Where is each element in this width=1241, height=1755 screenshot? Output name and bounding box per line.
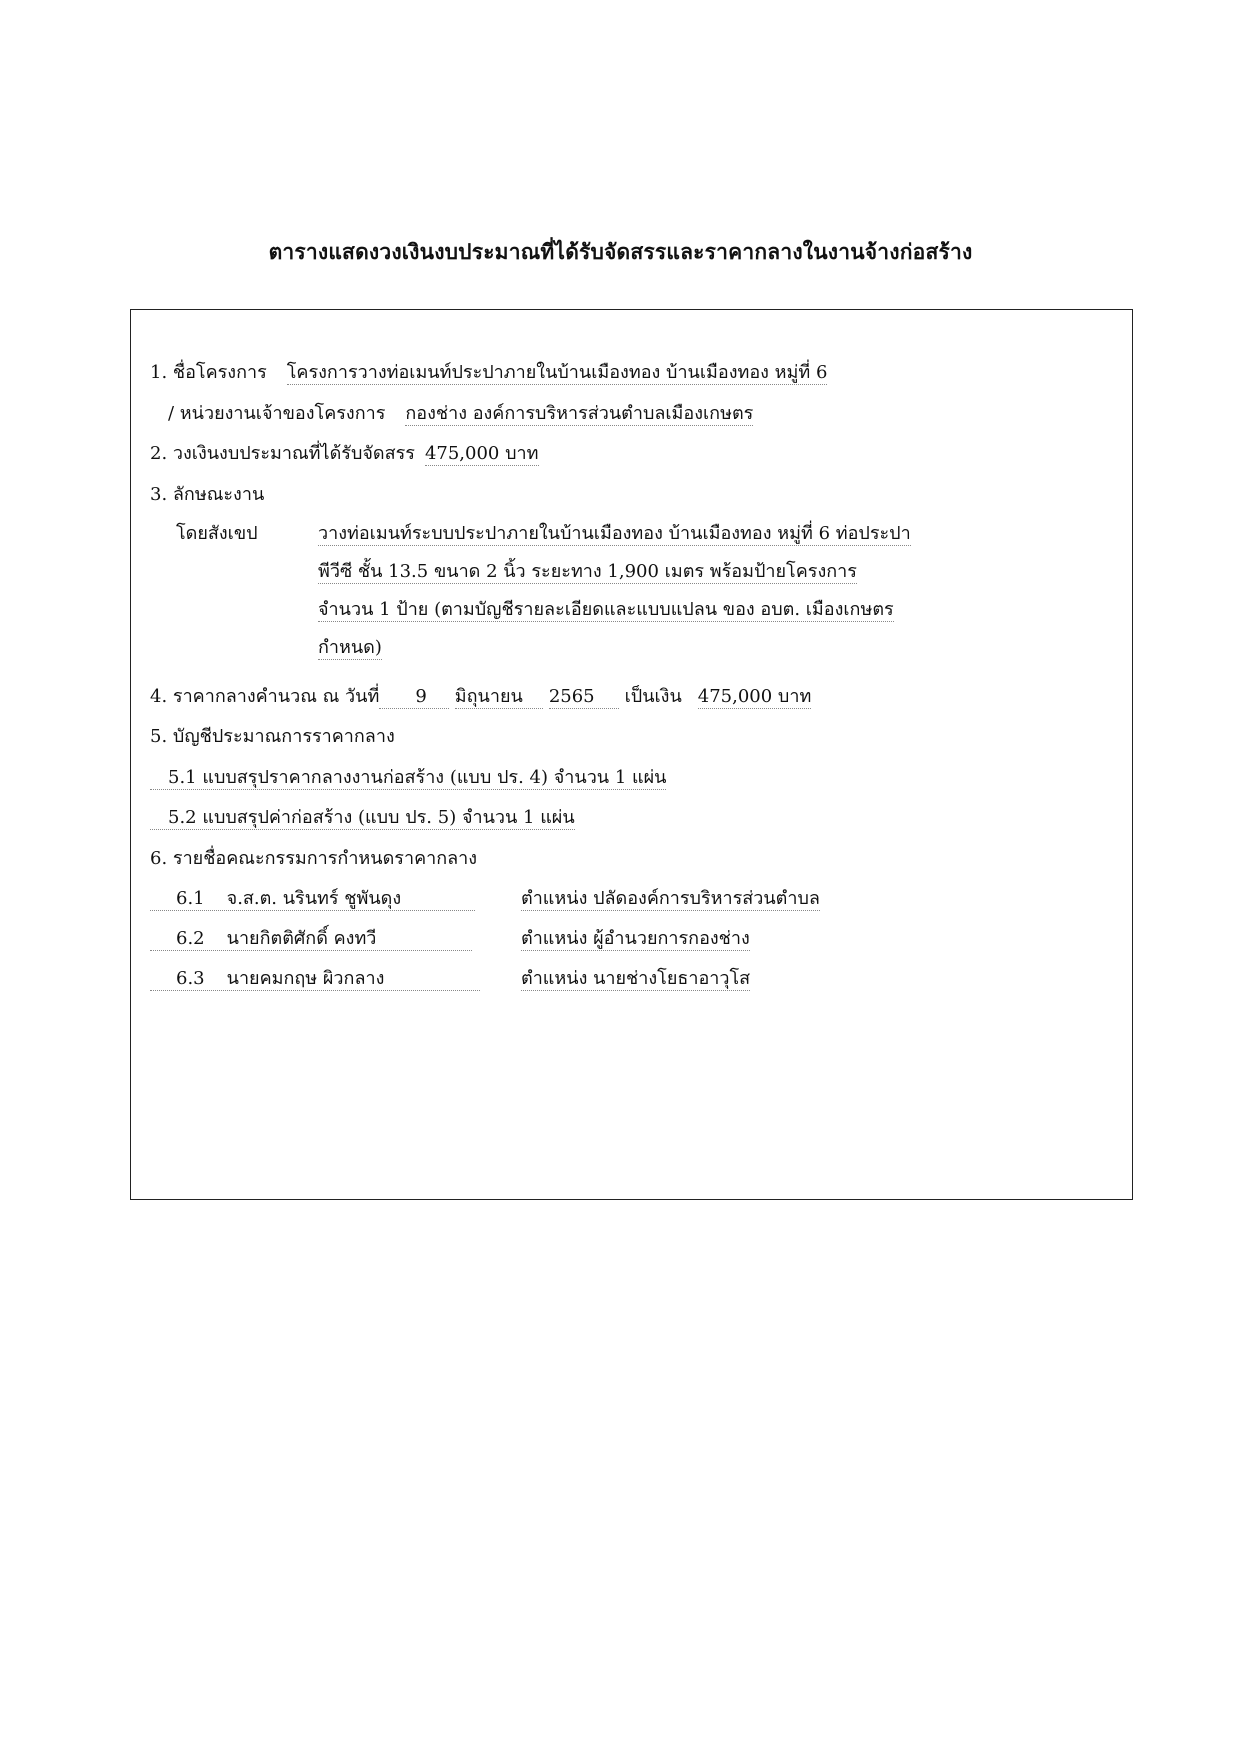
item4-label: 4. ราคากลางคำนวณ ณ วันที่ [150, 686, 380, 707]
committee-row [150, 967, 480, 991]
price-day: 9 [415, 686, 427, 707]
item4-row [150, 685, 811, 709]
member-position: ตำแหน่ง นายช่างโยธาอาวุโส [521, 968, 751, 989]
member-no: 6.3 [176, 968, 205, 989]
committee-row [150, 927, 472, 951]
project-name: โครงการวางท่อเมนท์ประปาภายในบ้านเมืองทอง บ้านเมืองทอง หมู่ที่ 6 [286, 362, 828, 383]
summary-line-4: กำหนด) [318, 637, 382, 658]
item2-row [150, 442, 539, 466]
committee-row [150, 887, 475, 911]
summary-line-1: วางท่อเมนท์ระบบประปาภายในบ้านเมืองทอง บ้านเมืองทอง หมู่ที่ 6 ท่อประปา [318, 523, 911, 544]
agency-label: / หน่วยงานเจ้าของโครงการ [168, 403, 386, 424]
price-month: มิถุนายน [454, 686, 523, 707]
item6-label: 6. รายชื่อคณะกรรมการกำหนดราคากลาง [150, 848, 478, 869]
summary-line-3: จำนวน 1 ป้าย (ตามบัญชีรายละเอียดและแบบแปลน ของ อบต. เมืองเกษตร [318, 599, 894, 620]
item3-label: 3. ลักษณะงาน [150, 484, 265, 505]
price-year: 2565 [548, 686, 595, 707]
member-name: นายคมกฤษ ผิวกลาง [226, 968, 385, 989]
item1-row [150, 361, 827, 385]
summary-line-2: พีวีซี ชั้น 13.5 ขนาด 2 นิ้ว ระยะทาง 1,900 เมตร พร้อมป้ายโครงการ [318, 561, 857, 582]
page-title: ตารางแสดงวงเงินงบประมาณที่ได้รับจัดสรรและราคากลางในงานจ้างก่อสร้าง [268, 239, 973, 264]
item1-label: 1. ชื่อโครงการ [150, 362, 267, 383]
member-position: ตำแหน่ง ผู้อำนวยการกองช่าง [521, 928, 750, 949]
member-name: จ.ส.ต. นรินทร์ ชูพันดุง [226, 888, 402, 909]
agency-row [168, 402, 753, 426]
member-position: ตำแหน่ง ปลัดองค์การบริหารส่วนตำบล [521, 888, 820, 909]
amount-label: เป็นเงิน [624, 686, 682, 707]
budget-value: 475,000 บาท [424, 443, 539, 464]
member-no: 6.2 [176, 928, 205, 949]
summary-label: โดยสังเขป [176, 523, 258, 544]
member-name: นายกิตติศักดิ์ คงทวี [226, 928, 377, 949]
item5-label: 5. บัญชีประมาณการราคากลาง [150, 726, 395, 747]
agency-value: กองช่าง องค์การบริหารส่วนตำบลเมืองเกษตร [405, 403, 754, 424]
item2-label: 2. วงเงินงบประมาณที่ได้รับจัดสรร [150, 443, 415, 464]
form-line-2: 5.2 แบบสรุปค่าก่อสร้าง (แบบ ปร. 5) จำนวน 1 แผ่น [150, 806, 575, 830]
price-amount: 475,000 บาท [697, 686, 812, 707]
form-line-1: 5.1 แบบสรุปราคากลางงานก่อสร้าง (แบบ ปร. 4) จำนวน 1 แผ่น [150, 766, 666, 790]
member-no: 6.1 [176, 888, 205, 909]
